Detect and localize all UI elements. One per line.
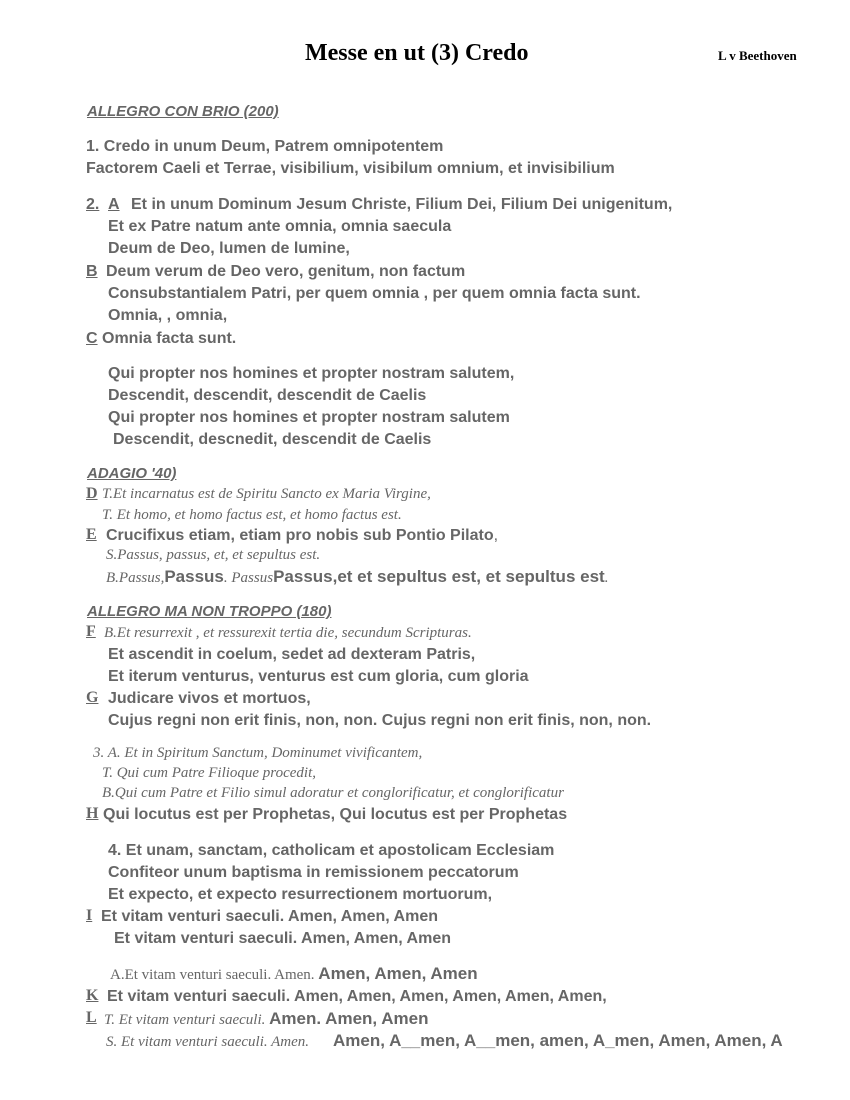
lyric-line: Et vitam venturi saeculi. Amen, Amen, Amen, Amen, Amen, Amen,: [107, 988, 607, 1005]
lyric-line: Descendit, descendit, descendit de Caelis: [108, 387, 427, 404]
tempo-marking-3: ALLEGRO MA NON TROPPO (180): [87, 603, 332, 620]
lyric-line: Et in unum Dominum Jesum Christe, Filium Dei, Filium Dei unigenitum,: [131, 196, 673, 213]
lyric-line: T.Et incarnatus est de Spiritu Sancto ex Maria Virgine,: [102, 486, 431, 502]
lyric-line: Et vitam venturi saeculi. Amen, Amen, Amen: [101, 908, 438, 925]
tempo-marking-1: ALLEGRO CON BRIO (200): [87, 103, 279, 120]
lyric-line: Omnia facta sunt.: [102, 330, 237, 347]
lyric-line: A.Et vitam venturi saeculi. Amen. Amen, Amen, Amen: [110, 964, 478, 983]
rehearsal-mark-f: F: [86, 623, 96, 640]
lyric-line: Factorem Caeli et Terrae, visibilium, visibilum omnium, et invisibilium: [86, 160, 615, 177]
lyric-line: Qui propter nos homines et propter nostram salutem,: [108, 365, 515, 382]
rehearsal-mark-k: K: [86, 987, 99, 1004]
lyric-line: Et iterum venturus, venturus est cum gloria, cum gloria: [108, 668, 529, 685]
lyric-line: Qui propter nos homines et propter nostram salutem: [108, 409, 510, 426]
lyric-line: Deum verum de Deo vero, genitum, non factum: [106, 263, 466, 280]
lyric-line: Judicare vivos et mortuos,: [108, 690, 311, 707]
lyric-line: S.Passus, passus, et, et sepultus est.: [106, 547, 321, 563]
rehearsal-mark-b: B: [86, 263, 98, 280]
lyric-line: Et expecto, et expecto resurrectionem mortuorum,: [108, 886, 493, 903]
lyric-line: Et ex Patre natum ante omnia, omnia saecula: [108, 218, 452, 235]
rehearsal-mark-g: G: [86, 689, 99, 706]
lyric-line: 3. A. Et in Spiritum Sanctum, Dominumet vivificantem,: [93, 745, 423, 761]
lyric-line: Qui locutus est per Prophetas, Qui locutus est per Prophetas: [103, 806, 568, 823]
lyric-line: Et vitam venturi saeculi. Amen, Amen, Amen: [114, 930, 451, 947]
tempo-marking-2: ADAGIO '40): [87, 465, 177, 482]
lyric-line: 4. Et unam, sanctam, catholicam et apostolicam Ecclesiam: [108, 842, 555, 859]
lyric-line: Et ascendit in coelum, sedet ad dexteram Patris,: [108, 646, 476, 663]
lyric-line: Deum de Deo, lumen de lumine,: [108, 240, 350, 257]
lyric-line: B.Passus,Passus. PassusPassus,et et sepultus est, et sepultus est.: [106, 567, 609, 586]
lyric-line: T. Qui cum Patre Filioque procedit,: [102, 765, 316, 781]
lyric-line: B.Et resurrexit , et ressurexit tertia die, secundum Scripturas.: [104, 625, 472, 641]
lyric-line: B.Qui cum Patre et Filio simul adoratur et conglorificatur, et conglorificatur: [102, 785, 564, 801]
section-number: 2.: [86, 196, 100, 213]
lyric-line: T. Et homo, et homo factus est, et homo factus est.: [102, 507, 402, 523]
lyric-line: Omnia, , omnia,: [108, 307, 228, 324]
lyric-line: Descendit, descnedit, descendit de Caelis: [113, 431, 432, 448]
lyric-line: S. Et vitam venturi saeculi. Amen. Amen, A__men, A__men, amen, A_men, Amen, Amen, A: [106, 1032, 783, 1050]
lyric-line: 1. Credo in unum Deum, Patrem omnipotentem: [86, 138, 444, 155]
lyric-line: Consubstantialem Patri, per quem omnia , per quem omnia facta sunt.: [108, 285, 641, 302]
rehearsal-mark-d: D: [86, 485, 98, 502]
lyric-line: Confiteor unum baptisma in remissionem peccatorum: [108, 864, 519, 881]
composer: L v Beethoven: [718, 48, 797, 63]
lyric-line: Cujus regni non erit finis, non, non. Cujus regni non erit finis, non, non.: [108, 712, 652, 729]
rehearsal-mark-c: C: [86, 330, 98, 347]
rehearsal-mark-i: I: [86, 907, 93, 924]
lyric-line: Crucifixus etiam, etiam pro nobis sub Pontio Pilato,: [106, 527, 499, 544]
rehearsal-mark-a: A: [108, 196, 120, 213]
rehearsal-mark-h: H: [86, 805, 99, 822]
rehearsal-mark-l: L: [86, 1009, 97, 1026]
page-title: Messe en ut (3) Credo: [305, 40, 529, 66]
rehearsal-mark-e: E: [86, 526, 97, 543]
lyric-line: T. Et vitam venturi saeculi. Amen. Amen, Amen: [104, 1009, 429, 1028]
